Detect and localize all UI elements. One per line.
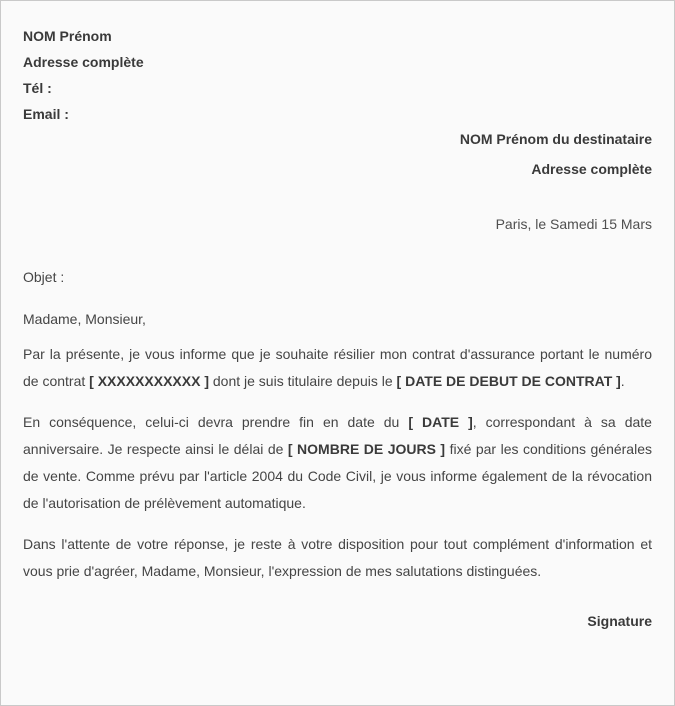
subject-label: Objet :	[23, 269, 65, 285]
body-paragraph-2: En conséquence, celui-ci devra prendre fin en date du [ DATE ], correspondant à sa date anniversaire. Je respecte ainsi le délai de [ NOMBRE DE JOURS ] fixé par les conditions générales de vente. Comme prévu par l'article 2004 du Code Civil, je vous informe également de la révocation de l'autorisation de prélèvement automatique.	[23, 414, 652, 511]
date-line: Paris, le Samedi 15 Mars	[495, 216, 652, 232]
recipient-name: NOM Prénom du destinataire	[459, 131, 652, 147]
sender-phone: Tél :	[23, 80, 52, 96]
body-paragraph-3: Dans l'attente de votre réponse, je reste à votre disposition pour tout complément d'information et vous prie d'agréer, Madame, Monsieur, l'expression de mes salutations distinguées.	[23, 536, 652, 579]
sender-block	[23, 23, 652, 127]
signature-label: Signature	[587, 613, 652, 629]
recipient-address: Adresse complète	[531, 161, 652, 177]
recipient-block	[23, 124, 652, 184]
sender-email: Email :	[23, 106, 69, 122]
body-paragraph-1: Par la présente, je vous informe que je souhaite résilier mon contrat d'assurance portant le numéro de contrat [ XXXXXXXXXXX ] dont je suis titulaire depuis le [ DATE DE DEBUT DE CONTRAT ].	[23, 346, 652, 389]
sender-address: Adresse complète	[23, 54, 144, 70]
salutation: Madame, Monsieur,	[23, 311, 146, 327]
sender-name: NOM Prénom	[23, 28, 112, 44]
